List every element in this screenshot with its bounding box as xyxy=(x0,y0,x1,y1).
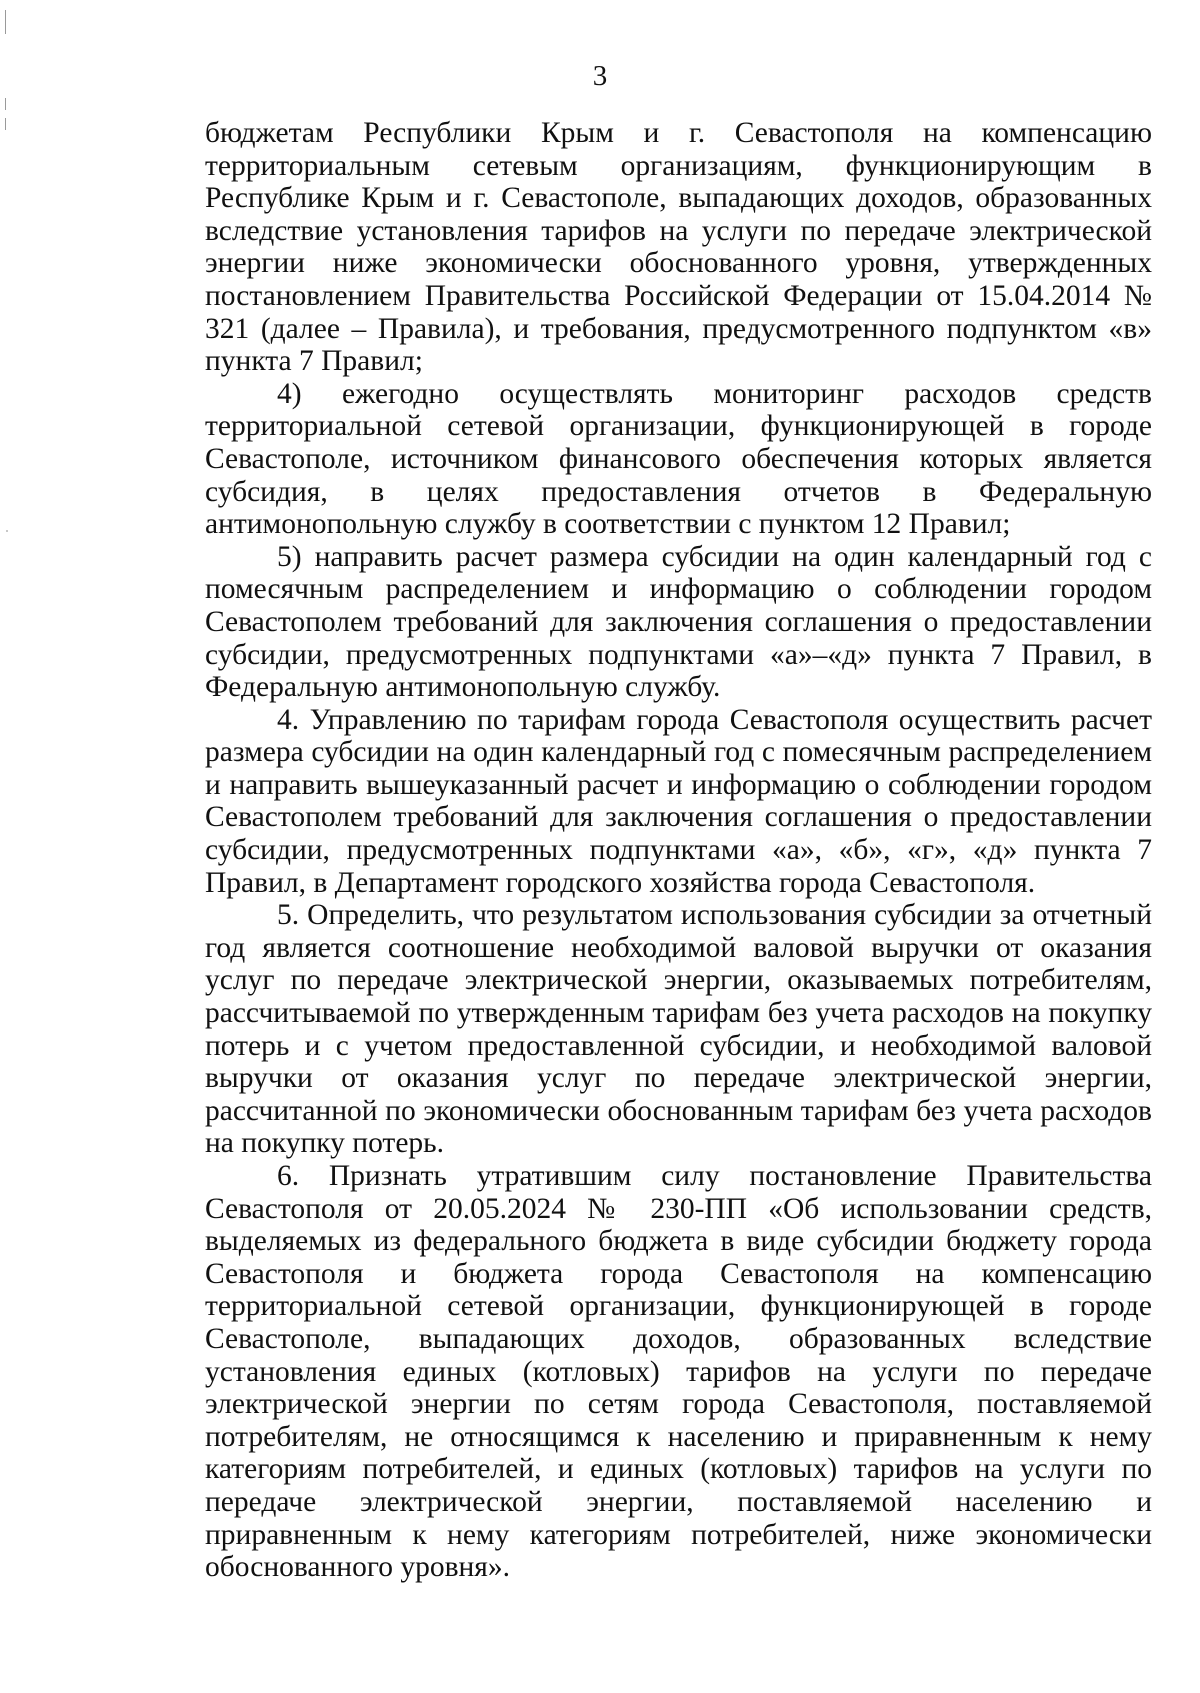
page-number: 3 xyxy=(592,60,608,92)
paragraph-section-6: 6. Признать утратившим силу постановление Правительства Севастополя от 20.05.2024 № 230-ПП «Об использовании средств, выделяемых из федерального бюджета в виде субсидии бюджету города Севастополя и бюджета города Севастополя на компенсацию территориальной сетевой организации, функционирующей в городе Севастополе, выпадающих доходов, образованных вследствие установления единых (котловых) тарифов на услуги по передаче электрической энергии по сетям города Севастополя, поставляемой потребителям, не относящимся к населению и приравненным к нему категориям потребителей, и единых (котловых) тарифов на услуги по передаче электрической энергии, поставляемой населению и приравненным к нему категориям потребителей, ниже экономически обоснованного уровня». xyxy=(205,1160,1152,1584)
document-body xyxy=(205,117,1152,1584)
paragraph-section-5: 5. Определить, что результатом использования субсидии за отчетный год является соотношение необходимой валовой выручки от оказания услуг по передаче электрической энергии, оказываемых потребителям, рассчитываемой по утвержденным тарифам без учета расходов на покупку потерь и с учетом предоставленной субсидии, и необходимой валовой выручки от оказания услуг по передаче электрической энергии, рассчитанной по экономически обоснованным тарифам без учета расходов на покупку потерь. xyxy=(205,899,1152,1160)
scan-edge-mark xyxy=(5,98,6,110)
scan-speck xyxy=(6,530,8,532)
paragraph-subitem-5: 5) направить расчет размера субсидии на один календарный год с помесячным распределением и информацию о соблюдении городом Севастополем требований для заключения соглашения о предоставлении субсидии, предусмотренных подпунктами «а»–«д» пункта 7 Правил, в Федеральную антимонопольную службу. xyxy=(205,540,1152,704)
scan-edge-mark xyxy=(5,118,6,130)
scan-edge-mark xyxy=(5,10,6,34)
paragraph-subitem-4: 4) ежегодно осуществлять мониторинг расходов средств территориальной сетевой организации, функционирующей в городе Севастополе, источником финансового обеспечения которых является субсидия, в целях предоставления отчетов в Федеральную антимонопольную службу в соответствии с пунктом 12 Правил; xyxy=(205,377,1152,541)
paragraph-section-4: 4. Управлению по тарифам города Севастополя осуществить расчет размера субсидии на один календарный год с помесячным распределением и направить вышеуказанный расчет и информацию о соблюдении городом Севастополем требований для заключения соглашения о предоставлении субсидии, предусмотренных подпунктами «а», «б», «г», «д» пункта 7 Правил, в Департамент городского хозяйства города Севастополя. xyxy=(205,703,1152,899)
paragraph-continuation: бюджетам Республики Крым и г. Севастополя на компенсацию территориальным сетевым организациям, функционирующим в Республике Крым и г. Севастополе, выпадающих доходов, образованных вследствие установления тарифов на услуги по передаче электрической энергии ниже экономически обоснованного уровня, утвержденных постановлением Правительства Российской Федерации от 15.04.2014 № 321 (далее – Правила), и требования, предусмотренного подпунктом «в» пункта 7 Правил; xyxy=(205,117,1152,378)
